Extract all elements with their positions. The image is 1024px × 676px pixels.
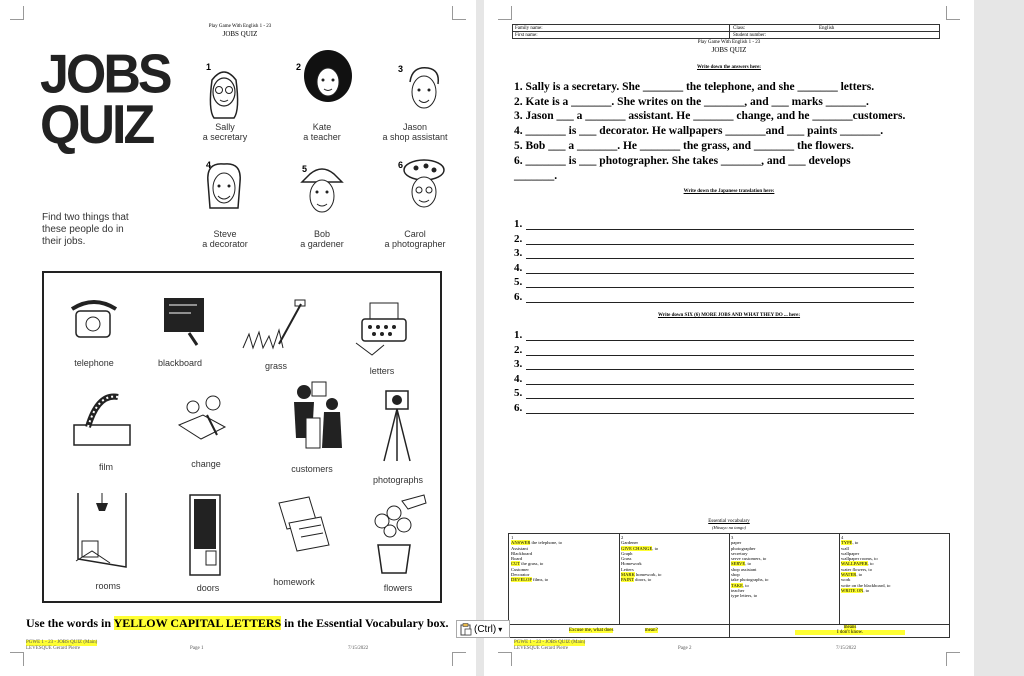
vocab-item: TAKE, to (731, 582, 749, 588)
vocab-item: Board (511, 556, 523, 562)
vocab-item: Graph (621, 550, 633, 556)
vocab-item: serve customers, to (731, 556, 767, 562)
answer-line[interactable]: 4. (514, 373, 914, 387)
room-icon (72, 489, 132, 574)
vocab-column-4 (839, 534, 949, 624)
person-caption: Steve a decorator (202, 229, 248, 249)
vocab-table (508, 533, 950, 638)
vocab-item: water flowers, to (841, 566, 872, 572)
vocab-footer-right: means I don't know. (795, 625, 905, 635)
answer-line[interactable]: 6. (514, 402, 914, 416)
vocab-item: wallpaper (841, 550, 860, 556)
picture-label: photographs (372, 475, 424, 485)
picture-box (42, 271, 442, 603)
homework-icon (269, 493, 339, 563)
vocab-item: GIVE CHANGE, to (621, 545, 659, 551)
vocab-item: teacher (731, 587, 745, 593)
picture-label: telephone (74, 358, 114, 368)
vocab-column-number: 2 (621, 535, 624, 540)
person-number: 2 (296, 62, 302, 72)
vocab-item: paper (731, 540, 742, 546)
picture-label: customers (291, 464, 333, 474)
chevron-down-icon: ▾ (498, 624, 503, 634)
vocab-item: secretary (731, 550, 748, 556)
person-number: 3 (398, 64, 404, 74)
answer-line[interactable]: 3. (514, 247, 914, 261)
vocab-item: photographer (731, 545, 756, 551)
answer-line[interactable]: 1. (514, 329, 914, 343)
prompt-text: Find two things that these people do in their jobs. (42, 212, 129, 247)
sentence-3: 3. Jason ___ a _______ assistant. He _______ change, and he _______customers. (514, 110, 906, 122)
crop-mark (498, 6, 512, 20)
vocab-item: Blackboard (511, 550, 533, 556)
vocab-item: PAINT doors, to (621, 577, 652, 583)
highlighted-text: YELLOW CAPITAL LETTERS (113, 616, 282, 630)
vocab-column-number: 4 (841, 535, 844, 540)
vocab-item: type letters, to (731, 593, 758, 599)
blackboard-icon (159, 293, 209, 348)
footer-page: Page 1 (190, 646, 204, 651)
student-info-table (512, 24, 940, 39)
page-2 (484, 0, 974, 676)
footer-date: 7/15/2022 (836, 646, 857, 651)
sentence-1: 1. Sally is a secretary. She _______ the telephone, and she _______ letters. (514, 81, 875, 93)
big-title (40, 44, 170, 156)
sentence-6: 6. _______ is ___ photographer. She takes _______, and ___ develops (514, 155, 851, 167)
family-name-label: Family name: (515, 26, 543, 31)
picture-label: doors (196, 583, 220, 593)
answers-heading: Write down the answers here: (697, 65, 761, 70)
page-header-title: JOBS QUIZ (222, 30, 258, 38)
vocab-column-number: 3 (731, 535, 734, 540)
vocab-item: write on the blackboard, to (841, 582, 891, 588)
vocab-item: Decorator (511, 572, 530, 578)
japanese-heading: Write down the Japanese translation here: (683, 189, 775, 194)
picture-label: flowers (383, 583, 413, 593)
person-caption: Sally a secretary (202, 122, 248, 142)
crop-mark (946, 652, 960, 666)
footer-page: Page 2 (678, 646, 692, 651)
crop-mark (946, 6, 960, 20)
answer-line[interactable]: 5. (514, 276, 914, 290)
vocab-item: WRITE ON, to (841, 587, 870, 593)
person-number: 5 (302, 164, 308, 174)
big-title-line1: JOBS (40, 44, 170, 106)
picture-label: film (99, 462, 113, 472)
typewriter-icon (354, 299, 414, 359)
crop-mark (498, 652, 512, 666)
divider (513, 31, 939, 32)
vocab-subtitle: (Hitsuyo na tango) (712, 525, 746, 530)
class-label: Class: (733, 26, 746, 31)
vocab-column-number: 1 (511, 535, 514, 540)
vocab-column-3 (729, 534, 839, 624)
page-header-small: Play Game With English 1 - 23 (208, 24, 272, 29)
vocab-item: Assistant (511, 545, 528, 551)
picture-label: change (191, 459, 221, 469)
person-caption: Bob a gardener (300, 229, 344, 249)
vocab-item: TYPE, to (841, 540, 859, 546)
person-number: 4 (206, 160, 212, 170)
vocab-item: DEVELOP films, to (511, 577, 549, 583)
crop-mark (452, 6, 466, 20)
vocab-column-1 (509, 534, 619, 624)
answer-line[interactable]: 1. (514, 218, 914, 232)
first-name-label: First name: (515, 33, 538, 38)
clipboard-icon (460, 623, 472, 636)
student-number-label: Student number: (733, 33, 767, 38)
crop-mark (10, 652, 24, 666)
person-number: 6 (398, 160, 404, 170)
flowers-icon (362, 491, 432, 581)
vocab-item: Customer (511, 566, 529, 572)
page-header-small: Play Game With English 1 - 23 (697, 40, 761, 45)
kate-face-icon (302, 48, 354, 108)
big-title-line2: QUIZ (40, 94, 153, 156)
vocab-item: wallpaper rooms, to (841, 556, 878, 562)
more-jobs-heading: Write down SIX (6) MORE JOBS AND WHAT THEY DO ... here: (657, 313, 801, 318)
vocab-item: MARK homework, to (621, 572, 662, 578)
person-caption: Carol a photographer (384, 229, 446, 249)
person-caption: Jason a shop assistant (382, 122, 448, 142)
paste-options-button[interactable] (456, 620, 510, 638)
picture-label: grass (264, 361, 287, 371)
picture-label: letters (369, 366, 395, 376)
vocab-column-2 (619, 534, 729, 624)
vocab-item: ANSWER the telephone, to (511, 540, 563, 546)
picture-label: rooms (95, 581, 121, 591)
class-value: English (819, 26, 835, 31)
camera-icon (374, 385, 424, 465)
answer-line[interactable]: 5. (514, 387, 914, 401)
sentence-4: 4. _______ is ___ decorator. He wallpapers _______and ___ paints _______. (514, 125, 884, 137)
steve-face-icon (198, 158, 250, 218)
vocab-item: WALLPAPER, to (841, 561, 874, 567)
answer-line[interactable]: 6. (514, 291, 914, 305)
sentence-6-cont: _______. (514, 170, 558, 182)
paste-button-label: (Ctrl) (474, 623, 497, 635)
sentence-5: 5. Bob ___ a _______. He _______ the grass, and _______ the flowers. (514, 140, 854, 152)
vocab-footer-left: Excuse me, what does mean? (569, 628, 658, 633)
vocab-item: Gardener (621, 540, 639, 546)
page-1 (0, 0, 476, 676)
picture-label: homework (273, 577, 315, 587)
crop-mark (10, 6, 24, 20)
answer-line[interactable]: 2. (514, 344, 914, 358)
grass-icon (239, 298, 309, 358)
vocab-item: wall (841, 545, 849, 551)
picture-label: blackboard (157, 358, 203, 368)
crop-mark (452, 652, 466, 666)
person-caption: Kate a teacher (303, 122, 341, 142)
customers-icon (284, 378, 349, 463)
carol-face-icon (398, 156, 450, 216)
vocab-item: Homework (621, 561, 642, 567)
telephone-icon (64, 293, 124, 343)
footer-left: PGWE 1 - 23 - JOBS QUIZ (Main) LEVESQUE Gerard Pierre (26, 640, 98, 651)
footer-date: 7/15/2022 (348, 646, 369, 651)
sentence-2: 2. Kate is a _______. She writes on the _______, and ___ marks _______. (514, 96, 869, 108)
sally-face-icon (198, 60, 250, 120)
door-icon (184, 491, 229, 581)
vocab-item: work (841, 577, 851, 583)
answer-line[interactable]: 3. (514, 358, 914, 372)
vocab-item: Letters (621, 566, 634, 572)
vocab-item: take photographs, to (731, 577, 769, 583)
jason-face-icon (398, 60, 450, 120)
page-header-title: JOBS QUIZ (711, 46, 747, 54)
answer-line[interactable]: 4. (514, 262, 914, 276)
vocab-item: shop (731, 572, 740, 578)
bob-face-icon (296, 160, 348, 220)
vocab-item: Grass (621, 556, 632, 562)
vocab-item: WATER, to (841, 572, 863, 578)
footer-left: PGWE 1 - 23 - JOBS QUIZ (Main) LEVESQUE Gerard Pierre (514, 640, 586, 651)
instruction-text: Use the words in YELLOW CAPITAL LETTERS in the Essential Vocabulary box. (26, 616, 449, 630)
vocab-title: Essential vocabulary (708, 519, 750, 524)
change-icon (169, 385, 239, 450)
answer-line[interactable]: 2. (514, 233, 914, 247)
vocab-item: shop assistant (731, 566, 757, 572)
film-developer-icon (68, 383, 138, 453)
person-number: 1 (206, 62, 212, 72)
vocab-item: SERVE, to (731, 561, 752, 567)
vocab-item: CUT the grass, to (511, 561, 544, 567)
